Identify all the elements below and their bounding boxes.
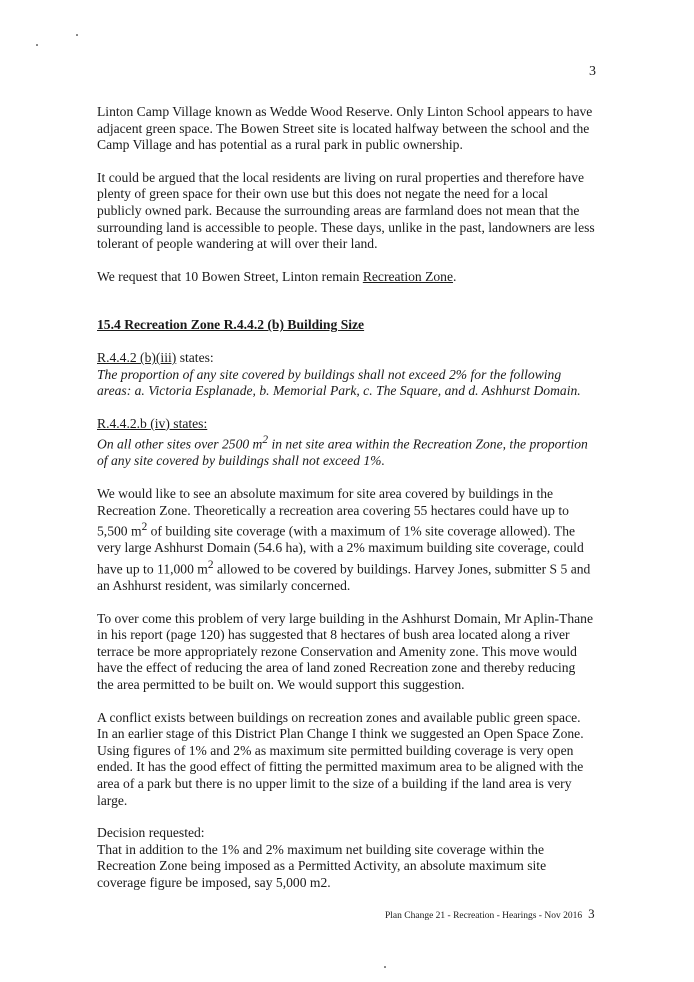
rule1-reference: R.4.4.2 (b)(iii) [97, 349, 177, 365]
footer-page-number: 3 [588, 906, 595, 921]
paragraph-green-space: It could be argued that the local residents are living on rural properties and therefore have plenty of green space for their own use but this does not negate the need for a local publicly owned park. Because the surrounding areas are farmland does not mean that the surrounding land is accessible to people. These days, unlike in the past, landowners are less tolerant of people wandering at will over their land. [97, 169, 595, 252]
rule1-reference-line [97, 350, 595, 367]
p4-superscript-2: 2 [207, 558, 214, 571]
p4-text-c: allowed to be covered by buildings. Harvey Jones, submitter S 5 and an Ashhurst resident, was similarly concerned. [97, 561, 591, 594]
rule2-text-b: in net site area within the Recreation Zone, the proportion of any site covered by buildings shall not exceed 1%. [97, 436, 588, 469]
rule2-text [97, 432, 595, 470]
paragraph-linton-camp: Linton Camp Village known as Wedde Wood Reserve. Only Linton School appears to have adjacent green space. The Bowen Street site is located halfway between the school and the Camp Village and has potential as a rural park in public ownership. [97, 104, 593, 153]
recreation-zone-underlined: Recreation Zone [362, 268, 454, 284]
page-footer [385, 906, 595, 922]
p4-text-b: of building site coverage (with a maximum of 1% site coverage allowed). The very large Ashhurst Domain (54.6 ha), with a 2% maximum building site coverage, could have up to 11,000 m [97, 523, 584, 577]
scan-speck [76, 34, 78, 36]
section-heading: 15.4 Recreation Zone R.4.4.2 (b) Building Size [97, 317, 365, 333]
decision-text: That in addition to the 1% and 2% maximum net building site coverage within the Recreation Zone being imposed as a Permitted Activity, an absolute maximum site coverage figure be imposed, say 5,000 m2. [97, 841, 547, 890]
paragraph-request [97, 269, 595, 286]
rule2-superscript: 2 [262, 434, 269, 447]
p4-text-a: We would like to see an absolute maximum for site area covered by buildings in the Recreation Zone. Theoretically a recreation area covering 55 hectares could have up to 5,500 m [97, 486, 569, 539]
paragraph-conflict: A conflict exists between buildings on recreation zones and available public green space. In an earlier stage of this District Plan Change I think we suggested an Open Space Zone. Using figures of 1% and 2% as maximum site permitted building coverage is very open ended. It has the good effect of fitting the permitted maximum area to be aligned with the area of a park but there is no upper limit to the size of a building if the land area is very large. [97, 709, 584, 808]
rule1-text: The proportion of any site covered by buildings shall not exceed 2% for the following areas: a. Victoria Esplanade, b. Memorial Park, c. The Square, and d. Ashhurst Domain. [97, 366, 581, 399]
scan-speck [36, 44, 38, 46]
scan-speck [384, 966, 386, 968]
request-text: We request that 10 Bowen Street, Linton remain [97, 268, 363, 284]
rule2-text-a: On all other sites over 2500 m [97, 436, 263, 452]
p4-superscript-1: 2 [141, 521, 148, 534]
page-number-top: 3 [589, 64, 596, 79]
paragraph-ashhurst-domain: To over come this problem of very large building in the Ashhurst Domain, Mr Aplin-Thane in his report (page 120) has suggested that 8 hectares of bush area located along a river terrace be more appropriately rezone Conservation and Amenity zone. This move would have the effect of reducing the area of land zoned Recreation zone and thereby reducing the area permitted to be built on. We would support this suggestion. [97, 610, 594, 693]
document-body [97, 104, 595, 908]
paragraph-absolute-maximum [97, 486, 595, 595]
footer-text: Plan Change 21 - Recreation - Hearings - Nov 2016 [385, 911, 583, 921]
rule1-states: states: [176, 349, 214, 365]
rule2-reference: R.4.4.2.b (iv) states: [97, 415, 208, 431]
request-period: . [453, 268, 457, 284]
decision-label: Decision requested: [97, 825, 205, 841]
